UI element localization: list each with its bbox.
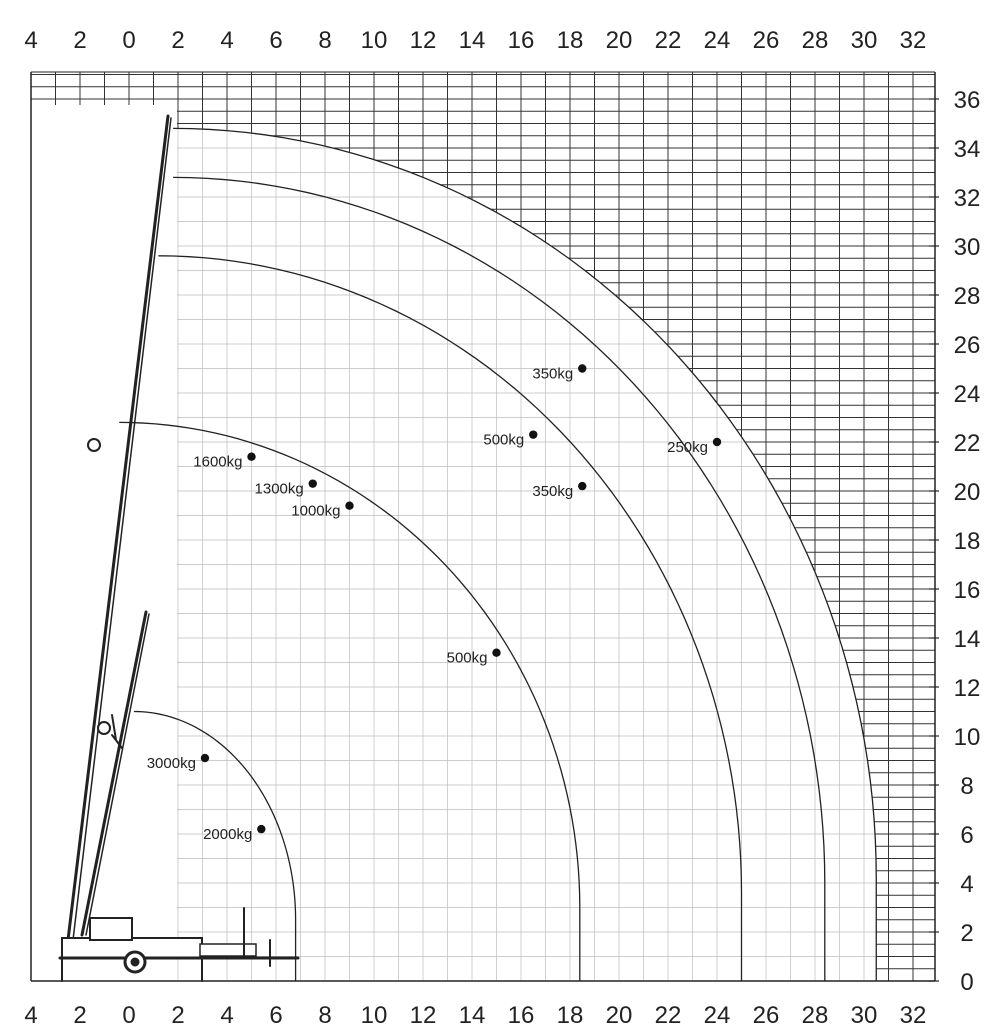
load-label: 1300kg bbox=[254, 480, 304, 498]
y-tick-label: 28 bbox=[953, 283, 981, 310]
load-label: 3000kg bbox=[146, 755, 196, 773]
y-tick-label: 30 bbox=[953, 234, 981, 261]
load-label: 1000kg bbox=[291, 502, 341, 520]
y-tick-label: 18 bbox=[953, 528, 981, 555]
y-tick-label: 14 bbox=[953, 626, 981, 653]
x-bottom-tick-label: 30 bbox=[850, 1002, 878, 1024]
y-tick-label: 4 bbox=[960, 871, 974, 898]
x-top-tick-label: 2 bbox=[171, 27, 185, 54]
y-tick-label: 22 bbox=[953, 430, 981, 457]
y-tick-label: 36 bbox=[953, 87, 981, 114]
x-bottom-tick-label: 4 bbox=[220, 1002, 234, 1024]
load-point bbox=[247, 453, 255, 461]
load-point bbox=[257, 825, 265, 833]
x-top-tick-label: 8 bbox=[318, 27, 332, 54]
load-point bbox=[713, 438, 721, 446]
load-label: 2000kg bbox=[203, 826, 253, 844]
y-tick-label: 12 bbox=[953, 675, 981, 702]
x-bottom-tick-label: 20 bbox=[605, 1002, 633, 1024]
x-bottom-tick-label: 24 bbox=[703, 1002, 731, 1024]
x-bottom-tick-label: 12 bbox=[409, 1002, 437, 1024]
x-top-tick-label: 30 bbox=[850, 27, 878, 54]
x-top-tick-label: 22 bbox=[654, 27, 682, 54]
x-bottom-tick-label: 16 bbox=[507, 1002, 535, 1024]
x-top-tick-label: 28 bbox=[801, 27, 829, 54]
y-tick-label: 32 bbox=[953, 185, 981, 212]
x-top-tick-label: 10 bbox=[360, 27, 388, 54]
truck-cab bbox=[90, 918, 132, 940]
x-bottom-tick-label: 28 bbox=[801, 1002, 829, 1024]
y-tick-label: 6 bbox=[960, 822, 974, 849]
x-top-tick-label: 18 bbox=[556, 27, 584, 54]
wheel-hub bbox=[131, 958, 139, 966]
x-top-tick-label: 0 bbox=[122, 27, 136, 54]
x-bottom-tick-label: 0 bbox=[122, 1002, 136, 1024]
load-label: 1600kg bbox=[193, 453, 243, 471]
x-top-tick-label: 4 bbox=[220, 27, 234, 54]
x-bottom-tick-label: 26 bbox=[752, 1002, 780, 1024]
x-top-tick-label: 32 bbox=[899, 27, 927, 54]
load-point bbox=[578, 482, 586, 490]
x-bottom-tick-label: 2 bbox=[73, 1002, 87, 1024]
x-bottom-tick-label: 18 bbox=[556, 1002, 584, 1024]
x-bottom-tick-label: 10 bbox=[360, 1002, 388, 1024]
x-bottom-tick-label: 14 bbox=[458, 1002, 486, 1024]
y-tick-label: 24 bbox=[953, 381, 981, 408]
load-label: 350kg bbox=[532, 483, 574, 501]
load-label: 250kg bbox=[667, 439, 708, 456]
x-bottom-tick-label: 2 bbox=[171, 1002, 185, 1024]
x-top-tick-label: 20 bbox=[605, 27, 633, 54]
y-tick-label: 16 bbox=[953, 577, 981, 604]
x-top-tick-label: 4 bbox=[24, 27, 38, 54]
upper-left-blank-zone bbox=[31, 105, 177, 981]
x-bottom-tick-label: 32 bbox=[899, 1002, 927, 1024]
load-point bbox=[345, 502, 353, 510]
x-bottom-tick-label: 22 bbox=[654, 1002, 682, 1024]
load-label: 350kg bbox=[532, 365, 574, 383]
y-tick-label: 0 bbox=[960, 969, 974, 996]
x-top-tick-label: 6 bbox=[269, 27, 283, 54]
x-top-tick-label: 24 bbox=[703, 27, 731, 54]
y-tick-label: 10 bbox=[953, 724, 981, 751]
x-top-tick-label: 16 bbox=[507, 27, 535, 54]
x-top-tick-label: 12 bbox=[409, 27, 437, 54]
y-tick-label: 8 bbox=[960, 773, 974, 800]
x-top-tick-label: 14 bbox=[458, 27, 486, 54]
x-top-tick-label: 2 bbox=[73, 27, 87, 54]
y-tick-label: 20 bbox=[953, 479, 981, 506]
load-point bbox=[578, 364, 586, 372]
load-point bbox=[492, 649, 500, 657]
x-bottom-tick-label: 4 bbox=[24, 1002, 38, 1024]
load-point bbox=[309, 479, 317, 487]
x-top-tick-label: 26 bbox=[752, 27, 780, 54]
x-bottom-tick-label: 8 bbox=[318, 1002, 332, 1024]
load-label: 500kg bbox=[446, 649, 488, 667]
trailer-box bbox=[200, 944, 256, 956]
x-bottom-tick-label: 6 bbox=[269, 1002, 283, 1024]
load-label: 500kg bbox=[483, 431, 525, 449]
y-tick-label: 26 bbox=[953, 332, 981, 359]
y-tick-label: 34 bbox=[953, 136, 981, 163]
load-point bbox=[201, 754, 209, 762]
y-tick-label: 2 bbox=[960, 920, 974, 947]
load-point bbox=[529, 430, 537, 438]
